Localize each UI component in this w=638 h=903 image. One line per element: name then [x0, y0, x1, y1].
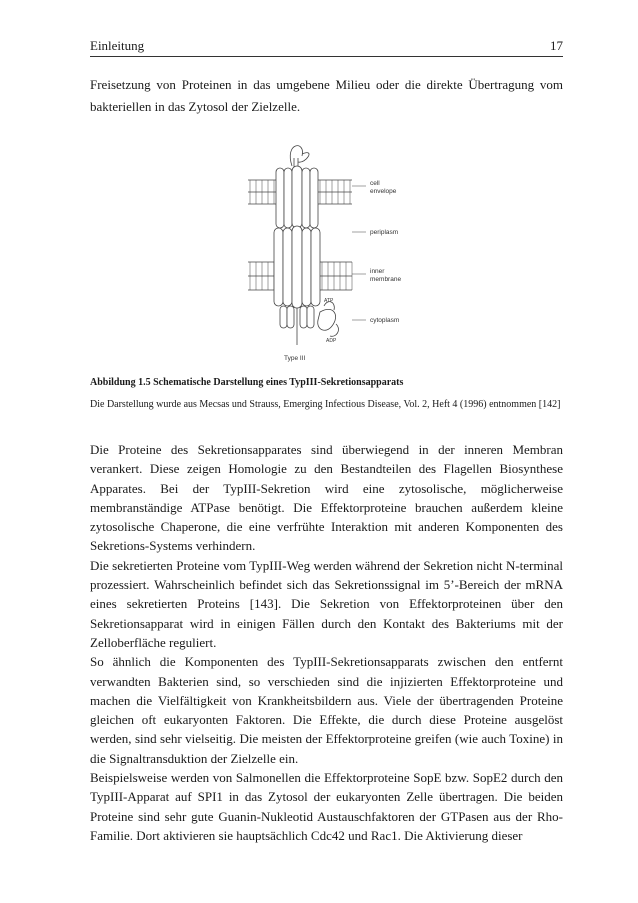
- label-adp: ADP: [326, 338, 337, 344]
- body-text: [90, 440, 563, 845]
- type-iii-secretion-figure: [240, 140, 430, 365]
- needle-top-curve: [290, 146, 302, 166]
- label-inner: inner: [370, 268, 385, 275]
- label-membrane: membrane: [370, 276, 402, 283]
- running-header: [90, 38, 563, 57]
- secretion-apparatus-diagram: [240, 140, 430, 365]
- label-type-iii: Type III: [284, 355, 306, 362]
- label-cytoplasm: cytoplasm: [370, 317, 400, 324]
- inner-membrane-ring: [274, 226, 320, 308]
- chapter-title: Einleitung: [90, 38, 145, 53]
- body-paragraph: Die Proteine des Sekretionsapparates sind überwiegend in der inneren Membran verankert. Diese zeigen Homologie zu den Bestandteilen des Flagellen Biosynthese Apparates. Bei der TypIII-Sekretion wird eine zytosolische, möglicherweise membranständige ATPase benötigt. Die Effektorproteine brauchen außerdem kleine zytosolische Chaperone, die eine verfrühte Interaktion mit anderen Komponenten des Sekretions-Systems verhindern.: [90, 442, 563, 554]
- label-envelope: envelope: [370, 188, 397, 195]
- label-cell: cell: [370, 180, 380, 187]
- outer-membrane-ring: [276, 166, 318, 228]
- label-periplasm: periplasm: [370, 229, 399, 236]
- label-atp: ATP: [324, 298, 334, 304]
- page-number: 17: [550, 38, 563, 53]
- figure-caption-text: Die Darstellung wurde aus Mecsas und Strauss, Emerging Infectious Disease, Vol. 2, Heft 4 (1996) entnommen [142]: [90, 399, 561, 410]
- figure-caption-title: Abbildung 1.5 Schematische Darstellung eines TypIII-Sekretionsapparats: [90, 377, 404, 388]
- intro-paragraph: Freisetzung von Proteinen in das umgebene Milieu oder die direkte Übertragung vom bakteriellen in das Zytosol der Zielzelle.: [90, 77, 563, 114]
- needle-top-loop: [298, 153, 309, 163]
- body-paragraph: Die sekretierten Proteine vom TypIII-Weg werden während der Sekretion nicht N-terminal prozessiert. Wahrscheinlich befindet sich das Sekretionssignal im 5’-Bereich der mRNA eines sekretierten Proteins [143]. Die Sekretion von Effektorproteinen über den Sekretionsapparat wird in einigen Fällen durch den Kontakt des Bakteriums mit der Zelloberfläche reguliert.: [90, 557, 563, 650]
- body-paragraph: Beispielsweise werden von Salmonellen die Effektorproteine SopE bzw. SopE2 durch den TypIII-Apparat auf SPI1 in das Zytosol der eukaryonten Zelle übertragen. Die beiden Proteine sind sehr gute Guanin-Nukleotid Austauschfaktoren der GTPasen aus der Rho-Familie. Dort aktivieren sie hauptsächlich Cdc42 und Rac1. Die Aktivierung dieser: [90, 770, 563, 843]
- label-leaders: [352, 186, 366, 320]
- atpase: [318, 309, 336, 330]
- body-paragraph: So ähnlich die Komponenten des TypIII-Sekretionsapparats zwischen den entfernt verwandten Bakterien sind, so verschieden sind die injizierten Effektorproteine und machen die Vielfältigkeit von Krankheitsbildern aus. Viele der übertragenden Proteine gleichen oft eukaryonten Faktoren. Die Effekte, die durch diese Proteine ausgelöst werden, sind sehr vielseitig. Die meisten der Effektorproteine greifen (wie auch Toxine) in die Signaltransduktion der Zielzelle ein.: [90, 654, 563, 766]
